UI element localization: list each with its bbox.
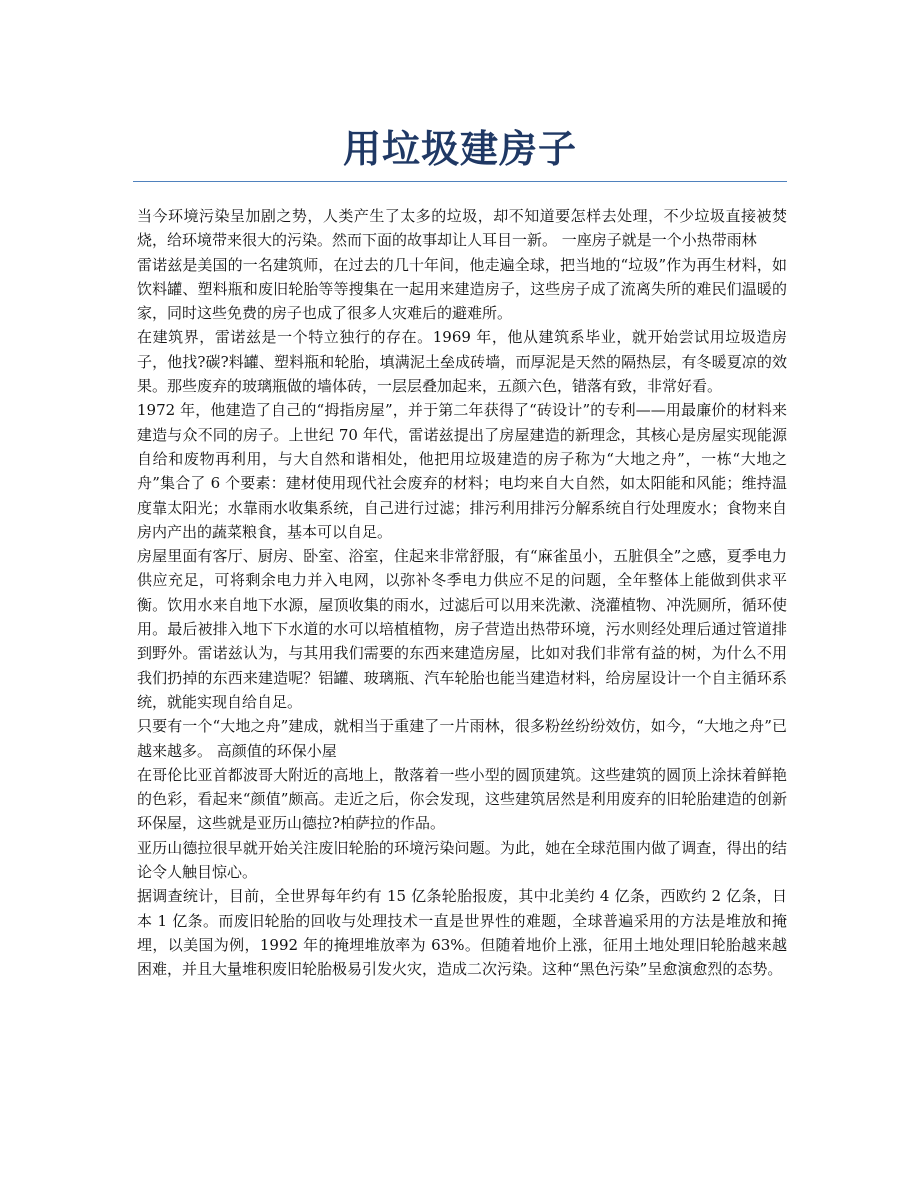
paragraph: 1972 年，他建造了自己的“拇指房屋”，并于第二年获得了“砖设计”的专利——用最廉价的材料来建造与众不同的房子。上世纪 70 年代，雷诺兹提出了房屋建造的新理念，其核心是房屋实现能源自给和废物再利用，与大自然和谐相处，他把用垃圾建造的房子称为“大地之舟”，一栋“大地之舟”集合了 6 个要素：建材使用现代社会废弃的材料；电均来自大自然，如太阳能和风能；维持温度靠太阳光；水靠雨水收集系统，自己进行过滤；排污利用排污分解系统自行处理废水；食物来自房内产出的蔬菜粮食，基本可以自足。: [137, 401, 787, 541]
title-divider: [133, 181, 787, 182]
paragraph: 在哥伦比亚首都波哥大附近的高地上，散落着一些小型的圆顶建筑。这些建筑的圆顶上涂抹着鲜艳的色彩，看起来“颜值”颇高。走近之后，你会发现，这些建筑居然是利用废弃的旧轮胎建造的创新环保屋，这些就是亚历山德拉?柏萨拉的作品。: [137, 765, 787, 833]
paragraph: 在建筑界，雷诺兹是一个特立独行的存在。1969 年，他从建筑系毕业，就开始尝试用垃圾造房子，他找?碳?料罐、塑料瓶和轮胎，填满泥土垒成砖墙，而厚泥是天然的隔热层，有冬暖夏凉的效果。那些废弃的玻璃瓶做的墙体砖，一层层叠加起来，五颜六色，错落有致，非常好看。: [137, 328, 787, 396]
paragraph: 只要有一个“大地之舟”建成，就相当于重建了一片雨林，很多粉丝纷纷效仿，如今，“大地之舟”已越来越多。 高颜值的环保小屋: [137, 717, 787, 760]
paragraph: 当今环境污染呈加剧之势，人类产生了太多的垃圾，却不知道要怎样去处理，不少垃圾直接被焚烧，给环境带来很大的污染。然而下面的故事却让人耳目一新。 一座房子就是一个小热带雨林: [137, 207, 787, 250]
document-title: 用垃圾建房子: [342, 127, 577, 171]
paragraph: 据调查统计，目前，全世界每年约有 15 亿条轮胎报废，其中北美约 4 亿条，西欧约 2 亿条，日本 1 亿条。而废旧轮胎的回收与处理技术一直是世界性的难题，全球普遍采用的方法是堆放和掩埋，以美国为例，1992 年的掩埋堆放率为 63%。但随着地价上涨，征用土地处理旧轮胎越来越困难，并且大量堆积废旧轮胎极易引发火灾，造成二次污染。这种“黑色污染”呈愈演愈烈的态势。: [137, 887, 787, 979]
paragraph: 亚历山德拉很早就开始关注废旧轮胎的环境污染问题。为此，她在全球范围内做了调查，得出的结论令人触目惊心。: [137, 838, 787, 882]
document-body: [137, 204, 787, 982]
paragraph: 雷诺兹是美国的一名建筑师，在过去的几十年间，他走遍全球，把当地的“垃圾”作为再生材料，如饮料罐、塑料瓶和废旧轮胎等等搜集在一起用来建造房子，这些房子成了流离失所的难民们温暖的家，同时这些免费的房子也成了很多人灾难后的避难所。: [137, 255, 787, 323]
paragraph: 房屋里面有客厅、厨房、卧室、浴室，住起来非常舒服，有“麻雀虽小，五脏俱全”之感，夏季电力供应充足，可将剩余电力并入电网，以弥补冬季电力供应不足的问题，全年整体上能做到供求平衡。饮用水来自地下水源，屋顶收集的雨水，过滤后可以用来洗漱、浇灌植物、冲洗厕所，循环使用。最后被排入地下下水道的水可以培植植物，房子营造出热带环境，污水则经处理后通过管道排到野外。雷诺兹认为，与其用我们需要的东西来建造房屋，比如对我们非常有益的树，为什么不用我们扔掉的东西来建造呢？铝罐、玻璃瓶、汽车轮胎也能当建造材料，给房屋设计一个自主循环系统，就能实现自给自足。: [137, 547, 787, 711]
